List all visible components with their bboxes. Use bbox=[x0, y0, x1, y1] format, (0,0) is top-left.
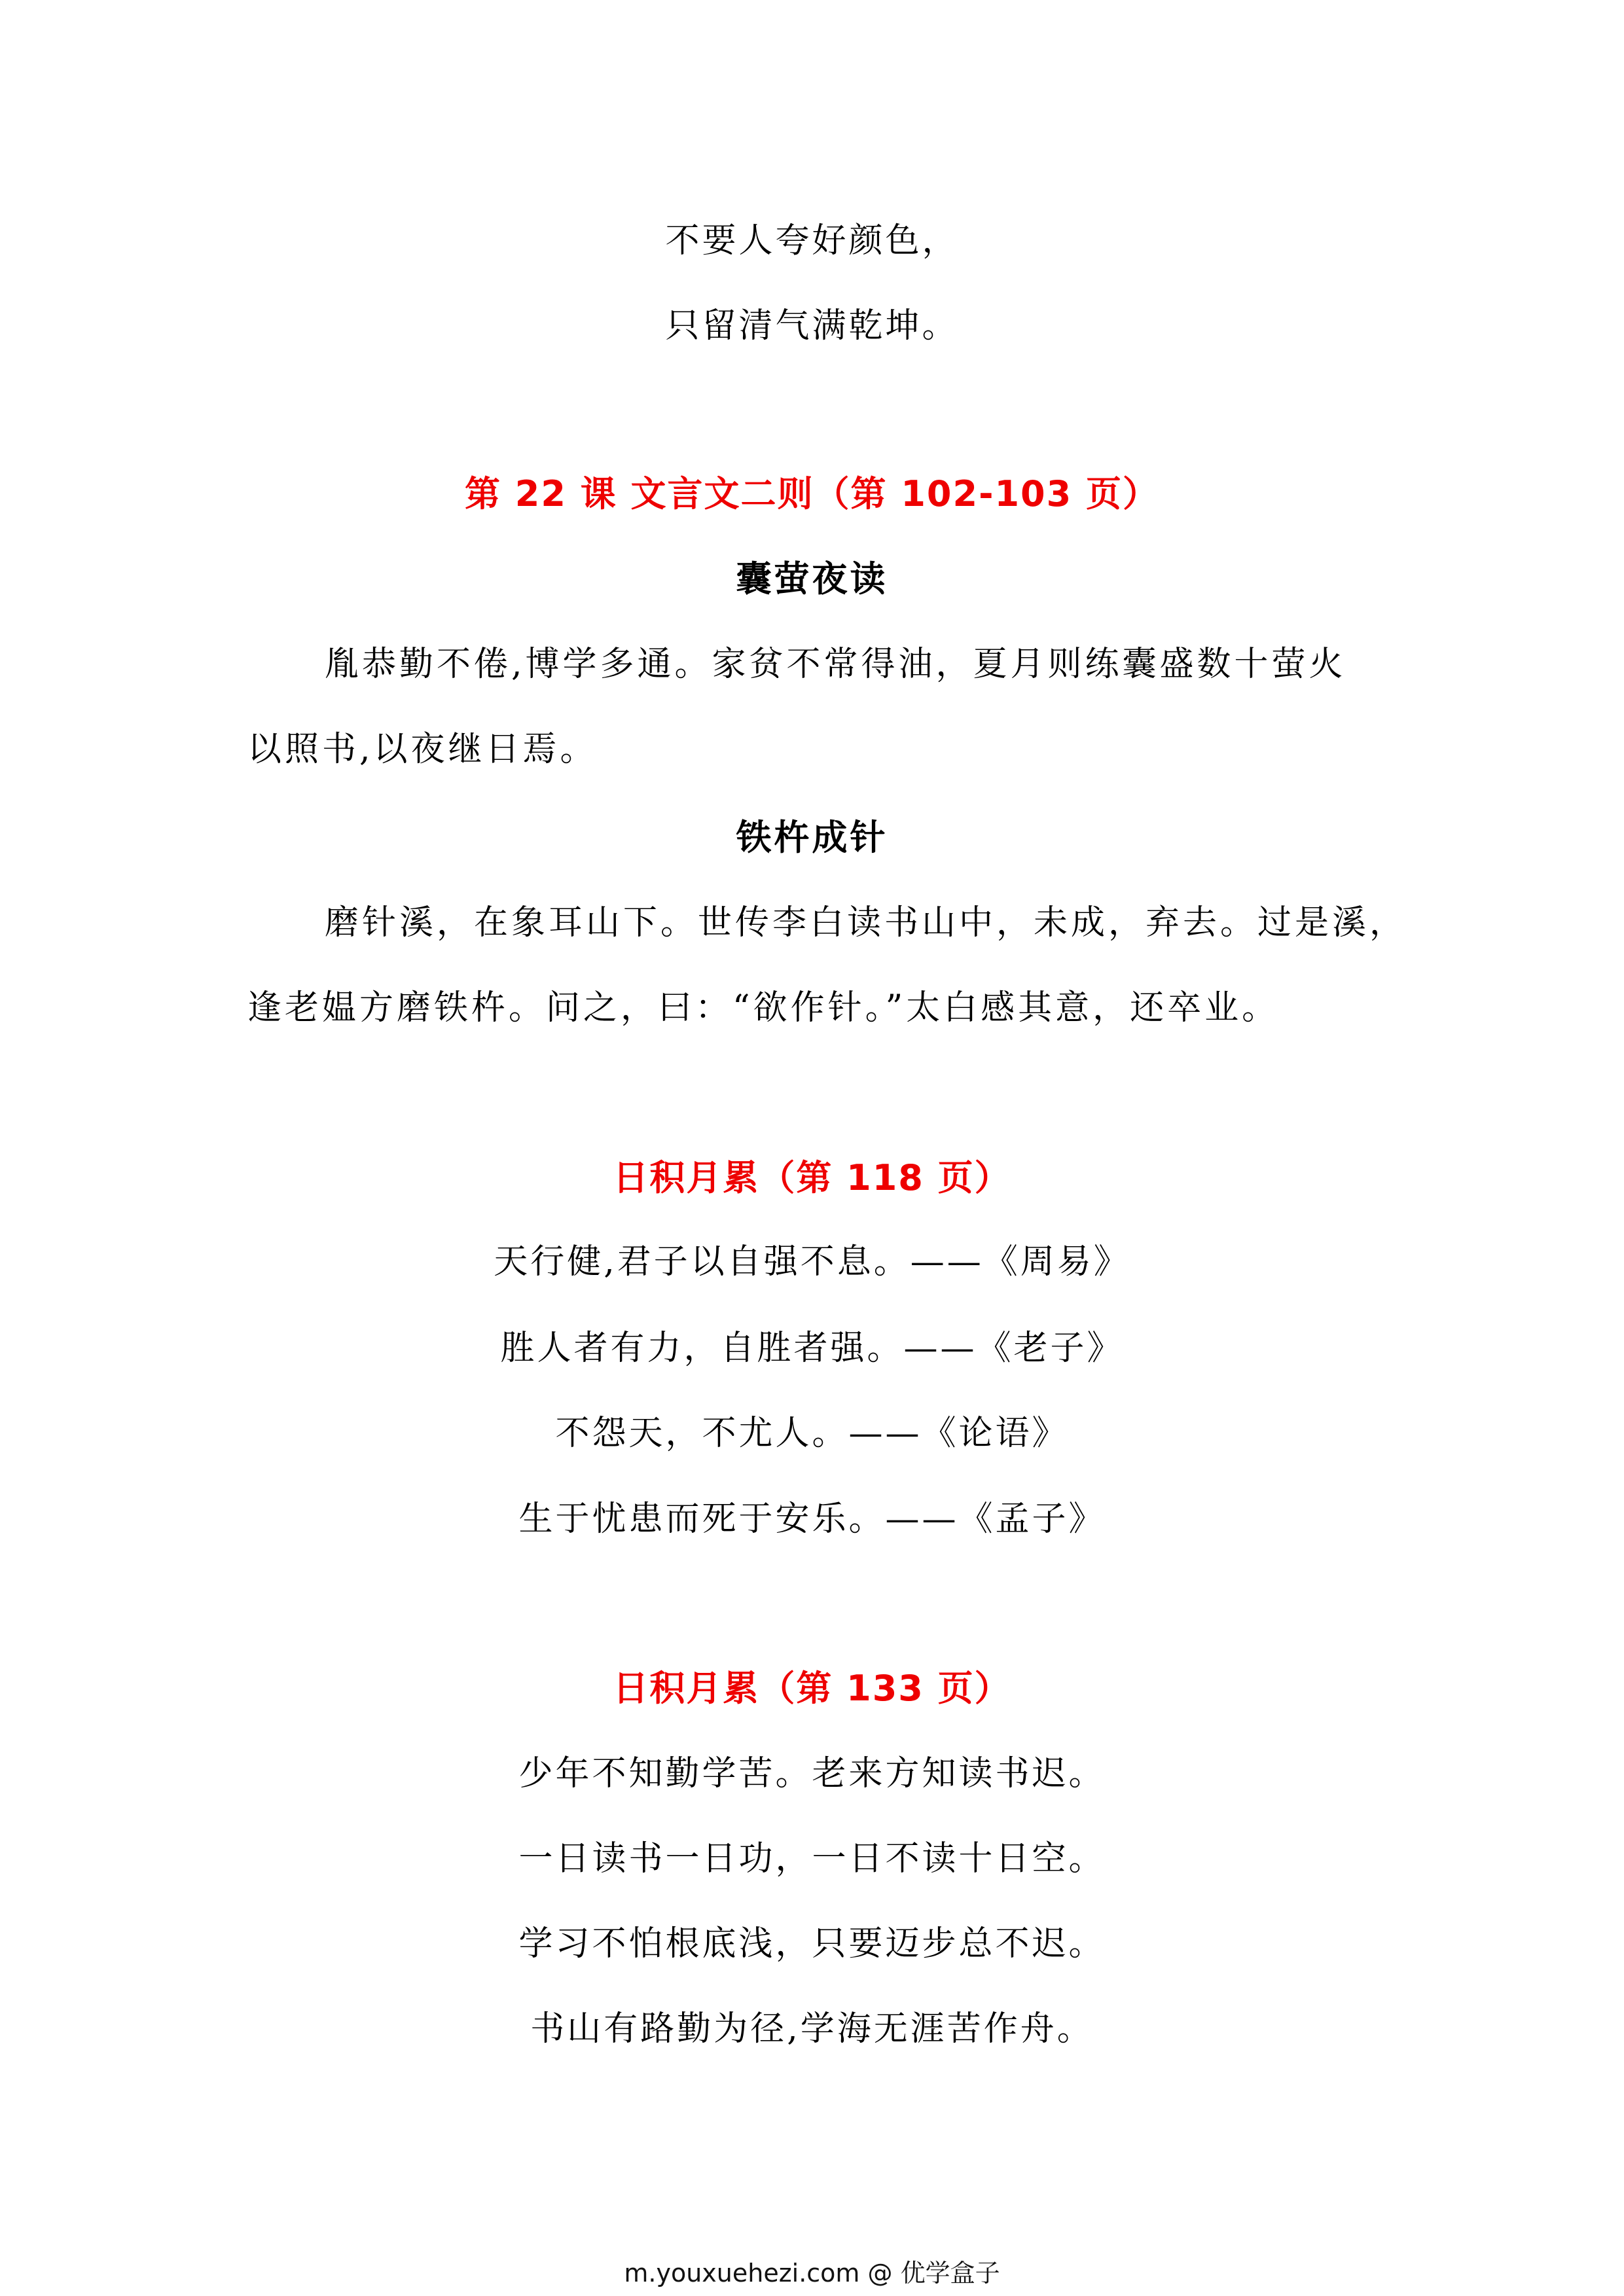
verse-line-2: 一日读书一日功，一日不读十日空。 bbox=[518, 1839, 1106, 1878]
story1-line-2: 以照书,以夜继日焉。 bbox=[247, 730, 598, 769]
accumulation118-heading: 日积月累（第 118 页） bbox=[613, 1157, 1011, 1198]
verse-line-3: 学习不怕根底浅，只要迈步总不迟。 bbox=[518, 1924, 1106, 1964]
poem-line-1: 不要人夸好颜色， bbox=[665, 221, 959, 260]
quote-line-4: 生于忧患而死于安乐。——《孟子》 bbox=[518, 1499, 1106, 1539]
story2-title: 铁杵成针 bbox=[736, 817, 888, 858]
verse-line-4: 书山有路勤为径,学海无涯苦作舟。 bbox=[530, 2009, 1094, 2049]
accumulation133-heading: 日积月累（第 133 页） bbox=[613, 1668, 1011, 1709]
quote-line-3: 不怨天，不尤人。——《论语》 bbox=[555, 1414, 1069, 1453]
story1-line-1: 胤恭勤不倦,博学多通。家贫不常得油，夏月则练囊盛数十萤火 bbox=[325, 645, 1346, 684]
quote-line-2: 胜人者有力，自胜者强。——《老子》 bbox=[500, 1329, 1124, 1368]
story2-line-1: 磨针溪，在象耳山下。世传李白读书山中，未成，弃去。过是溪， bbox=[325, 903, 1407, 942]
verse-line-1: 少年不知勤学苦。老来方知读书迟。 bbox=[518, 1754, 1106, 1793]
story2-line-2: 逢老媪方磨铁杵。问之，曰：“欲作针。”太白感其意，还卒业。 bbox=[247, 988, 1280, 1028]
lesson22-heading: 第 22 课 文言文二则（第 102-103 页） bbox=[465, 473, 1159, 514]
footer-watermark: m.youxuehezi.com @ 优学盒子 bbox=[624, 2259, 1000, 2287]
story1-title: 囊萤夜读 bbox=[736, 558, 888, 600]
quote-line-1: 天行健,君子以自强不息。——《周易》 bbox=[494, 1242, 1130, 1282]
poem-line-2: 只留清气满乾坤。 bbox=[665, 306, 959, 346]
